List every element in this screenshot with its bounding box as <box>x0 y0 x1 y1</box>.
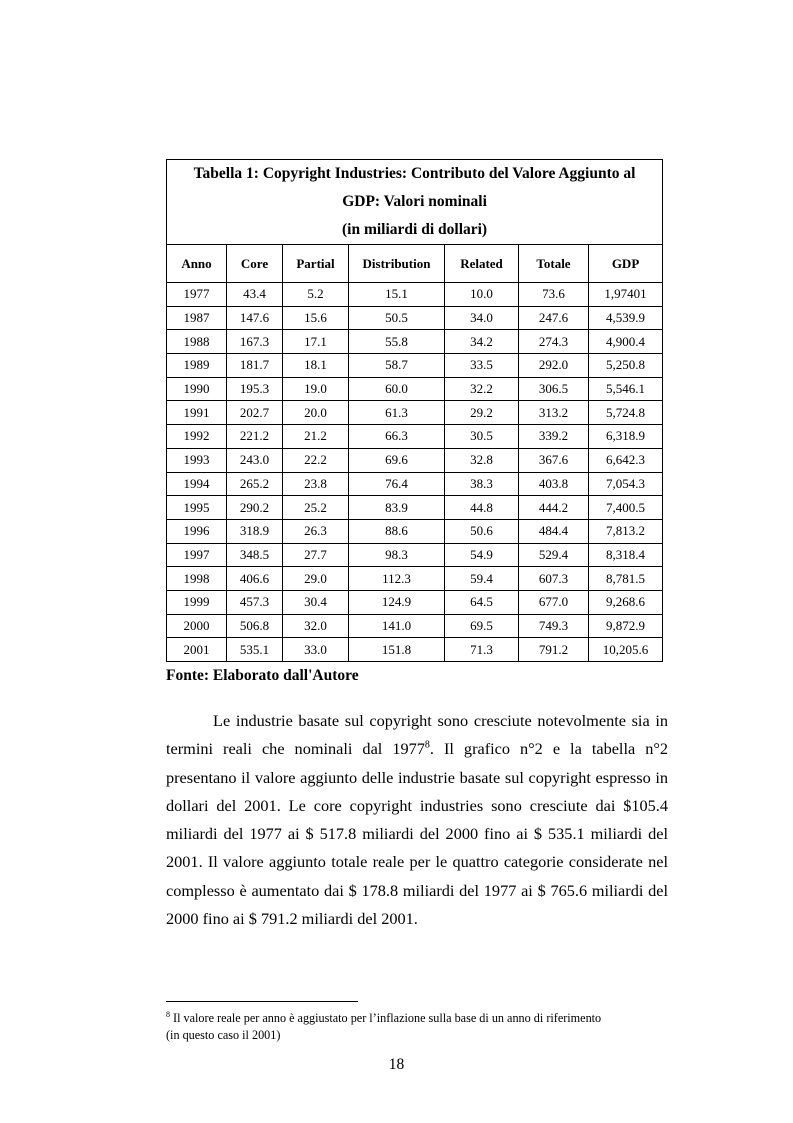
cell-gdp: 7,813.2 <box>589 519 663 543</box>
cell-related: 59.4 <box>445 567 519 591</box>
cell-totale: 367.6 <box>519 448 589 472</box>
cell-distribution: 83.9 <box>349 496 445 520</box>
cell-core: 181.7 <box>227 354 283 378</box>
cell-related: 30.5 <box>445 425 519 449</box>
body-paragraph <box>166 707 668 933</box>
cell-anno: 1993 <box>167 448 227 472</box>
cell-related: 64.5 <box>445 590 519 614</box>
cell-partial: 19.0 <box>283 377 349 401</box>
cell-distribution: 69.6 <box>349 448 445 472</box>
table-row <box>167 614 663 638</box>
cell-totale: 677.0 <box>519 590 589 614</box>
cell-anno: 1989 <box>167 354 227 378</box>
cell-gdp: 8,318.4 <box>589 543 663 567</box>
table-row <box>167 330 663 354</box>
cell-related: 33.5 <box>445 354 519 378</box>
table-row <box>167 590 663 614</box>
cell-core: 167.3 <box>227 330 283 354</box>
table-row <box>167 638 663 662</box>
cell-distribution: 66.3 <box>349 425 445 449</box>
cell-distribution: 15.1 <box>349 283 445 307</box>
cell-totale: 274.3 <box>519 330 589 354</box>
cell-distribution: 98.3 <box>349 543 445 567</box>
cell-distribution: 151.8 <box>349 638 445 662</box>
column-header-gdp: GDP <box>589 245 663 283</box>
cell-totale: 607.3 <box>519 567 589 591</box>
cell-related: 10.0 <box>445 283 519 307</box>
cell-core: 290.2 <box>227 496 283 520</box>
table-row <box>167 425 663 449</box>
table-row <box>167 448 663 472</box>
table-row <box>167 519 663 543</box>
footnote-text-line-1: Il valore reale per anno è aggiustato per l’inflazione sulla base di un anno di riferimento <box>170 1011 602 1026</box>
cell-anno: 1994 <box>167 472 227 496</box>
cell-related: 50.6 <box>445 519 519 543</box>
paragraph-text-part-2: . Il grafico n°2 e la tabella n°2 presentano il valore aggiunto delle industrie basate sul copyright espresso in dollari del 2001. Le core copyright industries sono cresciute dai $105.4 miliardi del 1977 ai $ 517.8 miliardi del 2000 fino ai $ 535.1 miliardi del 2001. Il valore aggiunto totale reale per le quattro categorie considerate nel complesso è aumentato dai $ 178.8 miliardi del 1977 ai $ 765.6 miliardi del 2000 fino ai $ 791.2 miliardi del 2001. <box>166 739 669 929</box>
cell-distribution: 124.9 <box>349 590 445 614</box>
cell-gdp: 5,250.8 <box>589 354 663 378</box>
cell-anno: 2000 <box>167 614 227 638</box>
table-row <box>167 377 663 401</box>
column-header-related: Related <box>445 245 519 283</box>
footnote-reference: 8 <box>424 739 430 751</box>
cell-totale: 73.6 <box>519 283 589 307</box>
cell-partial: 26.3 <box>283 519 349 543</box>
cell-related: 54.9 <box>445 543 519 567</box>
cell-core: 195.3 <box>227 377 283 401</box>
table-row <box>167 543 663 567</box>
cell-partial: 15.6 <box>283 306 349 330</box>
cell-related: 69.5 <box>445 614 519 638</box>
table-row <box>167 401 663 425</box>
cell-core: 202.7 <box>227 401 283 425</box>
cell-anno: 1991 <box>167 401 227 425</box>
cell-core: 406.6 <box>227 567 283 591</box>
table-title-line-2: GDP: Valori nominali <box>342 193 487 210</box>
table-row <box>167 283 663 307</box>
footnote-text-line-2: (in questo caso il 2001) <box>166 1028 281 1043</box>
cell-gdp: 8,781.5 <box>589 567 663 591</box>
footnote-separator <box>166 1001 358 1002</box>
cell-gdp: 1,97401 <box>589 283 663 307</box>
column-header-partial: Partial <box>283 245 349 283</box>
cell-anno: 1999 <box>167 590 227 614</box>
cell-totale: 306.5 <box>519 377 589 401</box>
cell-core: 221.2 <box>227 425 283 449</box>
column-header-anno: Anno <box>167 245 227 283</box>
cell-gdp: 6,642.3 <box>589 448 663 472</box>
cell-distribution: 88.6 <box>349 519 445 543</box>
cell-totale: 484.4 <box>519 519 589 543</box>
cell-anno: 1995 <box>167 496 227 520</box>
cell-core: 318.9 <box>227 519 283 543</box>
cell-related: 34.2 <box>445 330 519 354</box>
cell-related: 32.2 <box>445 377 519 401</box>
cell-totale: 292.0 <box>519 354 589 378</box>
cell-anno: 1990 <box>167 377 227 401</box>
cell-anno: 1987 <box>167 306 227 330</box>
cell-totale: 247.6 <box>519 306 589 330</box>
table-title-line-1: Tabella 1: Copyright Industries: Contributo del Valore Aggiunto al <box>193 165 636 182</box>
cell-distribution: 50.5 <box>349 306 445 330</box>
cell-distribution: 61.3 <box>349 401 445 425</box>
cell-gdp: 7,054.3 <box>589 472 663 496</box>
column-header-totale: Totale <box>519 245 589 283</box>
cell-anno: 1977 <box>167 283 227 307</box>
cell-core: 535.1 <box>227 638 283 662</box>
paragraph-text-part-1: Le industrie basate sul copyright sono cresciute notevolmente sia in termini reali che nominali dal 1977 <box>166 711 668 759</box>
cell-related: 38.3 <box>445 472 519 496</box>
footnote <box>166 1006 686 1044</box>
cell-distribution: 112.3 <box>349 567 445 591</box>
cell-distribution: 76.4 <box>349 472 445 496</box>
table-title-line-3: (in miliardi di dollari) <box>341 221 488 238</box>
cell-distribution: 58.7 <box>349 354 445 378</box>
table-row <box>167 354 663 378</box>
table-body <box>167 283 663 662</box>
cell-partial: 32.0 <box>283 614 349 638</box>
cell-core: 243.0 <box>227 448 283 472</box>
table-row <box>167 306 663 330</box>
cell-totale: 529.4 <box>519 543 589 567</box>
cell-related: 29.2 <box>445 401 519 425</box>
cell-totale: 444.2 <box>519 496 589 520</box>
cell-partial: 23.8 <box>283 472 349 496</box>
copyright-industries-table <box>166 159 663 662</box>
cell-anno: 1997 <box>167 543 227 567</box>
cell-distribution: 60.0 <box>349 377 445 401</box>
table-row <box>167 567 663 591</box>
cell-gdp: 6,318.9 <box>589 425 663 449</box>
table-row <box>167 472 663 496</box>
cell-anno: 1996 <box>167 519 227 543</box>
page-number: 18 <box>388 1056 405 1073</box>
cell-anno: 1988 <box>167 330 227 354</box>
table-row <box>167 496 663 520</box>
cell-partial: 17.1 <box>283 330 349 354</box>
cell-partial: 5.2 <box>283 283 349 307</box>
cell-partial: 18.1 <box>283 354 349 378</box>
cell-partial: 29.0 <box>283 567 349 591</box>
cell-totale: 749.3 <box>519 614 589 638</box>
column-header-core: Core <box>227 245 283 283</box>
cell-gdp: 5,546.1 <box>589 377 663 401</box>
table-title <box>167 160 663 245</box>
cell-partial: 22.2 <box>283 448 349 472</box>
cell-gdp: 7,400.5 <box>589 496 663 520</box>
cell-distribution: 141.0 <box>349 614 445 638</box>
cell-core: 147.6 <box>227 306 283 330</box>
cell-gdp: 10,205.6 <box>589 638 663 662</box>
cell-partial: 27.7 <box>283 543 349 567</box>
cell-partial: 33.0 <box>283 638 349 662</box>
cell-core: 43.4 <box>227 283 283 307</box>
cell-totale: 791.2 <box>519 638 589 662</box>
cell-related: 32.8 <box>445 448 519 472</box>
cell-related: 44.8 <box>445 496 519 520</box>
cell-core: 348.5 <box>227 543 283 567</box>
cell-anno: 2001 <box>167 638 227 662</box>
cell-totale: 313.2 <box>519 401 589 425</box>
footnote-number: 8 <box>166 1010 170 1019</box>
cell-core: 265.2 <box>227 472 283 496</box>
column-header-distribution: Distribution <box>349 245 445 283</box>
cell-distribution: 55.8 <box>349 330 445 354</box>
cell-partial: 21.2 <box>283 425 349 449</box>
cell-partial: 20.0 <box>283 401 349 425</box>
cell-related: 34.0 <box>445 306 519 330</box>
cell-partial: 30.4 <box>283 590 349 614</box>
cell-core: 506.8 <box>227 614 283 638</box>
cell-gdp: 9,268.6 <box>589 590 663 614</box>
cell-totale: 403.8 <box>519 472 589 496</box>
cell-core: 457.3 <box>227 590 283 614</box>
table-source: Fonte: Elaborato dall'Autore <box>166 667 359 684</box>
cell-gdp: 5,724.8 <box>589 401 663 425</box>
cell-gdp: 9,872.9 <box>589 614 663 638</box>
cell-gdp: 4,539.9 <box>589 306 663 330</box>
table-header-row <box>167 245 663 283</box>
cell-partial: 25.2 <box>283 496 349 520</box>
cell-related: 71.3 <box>445 638 519 662</box>
cell-anno: 1992 <box>167 425 227 449</box>
cell-anno: 1998 <box>167 567 227 591</box>
cell-totale: 339.2 <box>519 425 589 449</box>
cell-gdp: 4,900.4 <box>589 330 663 354</box>
